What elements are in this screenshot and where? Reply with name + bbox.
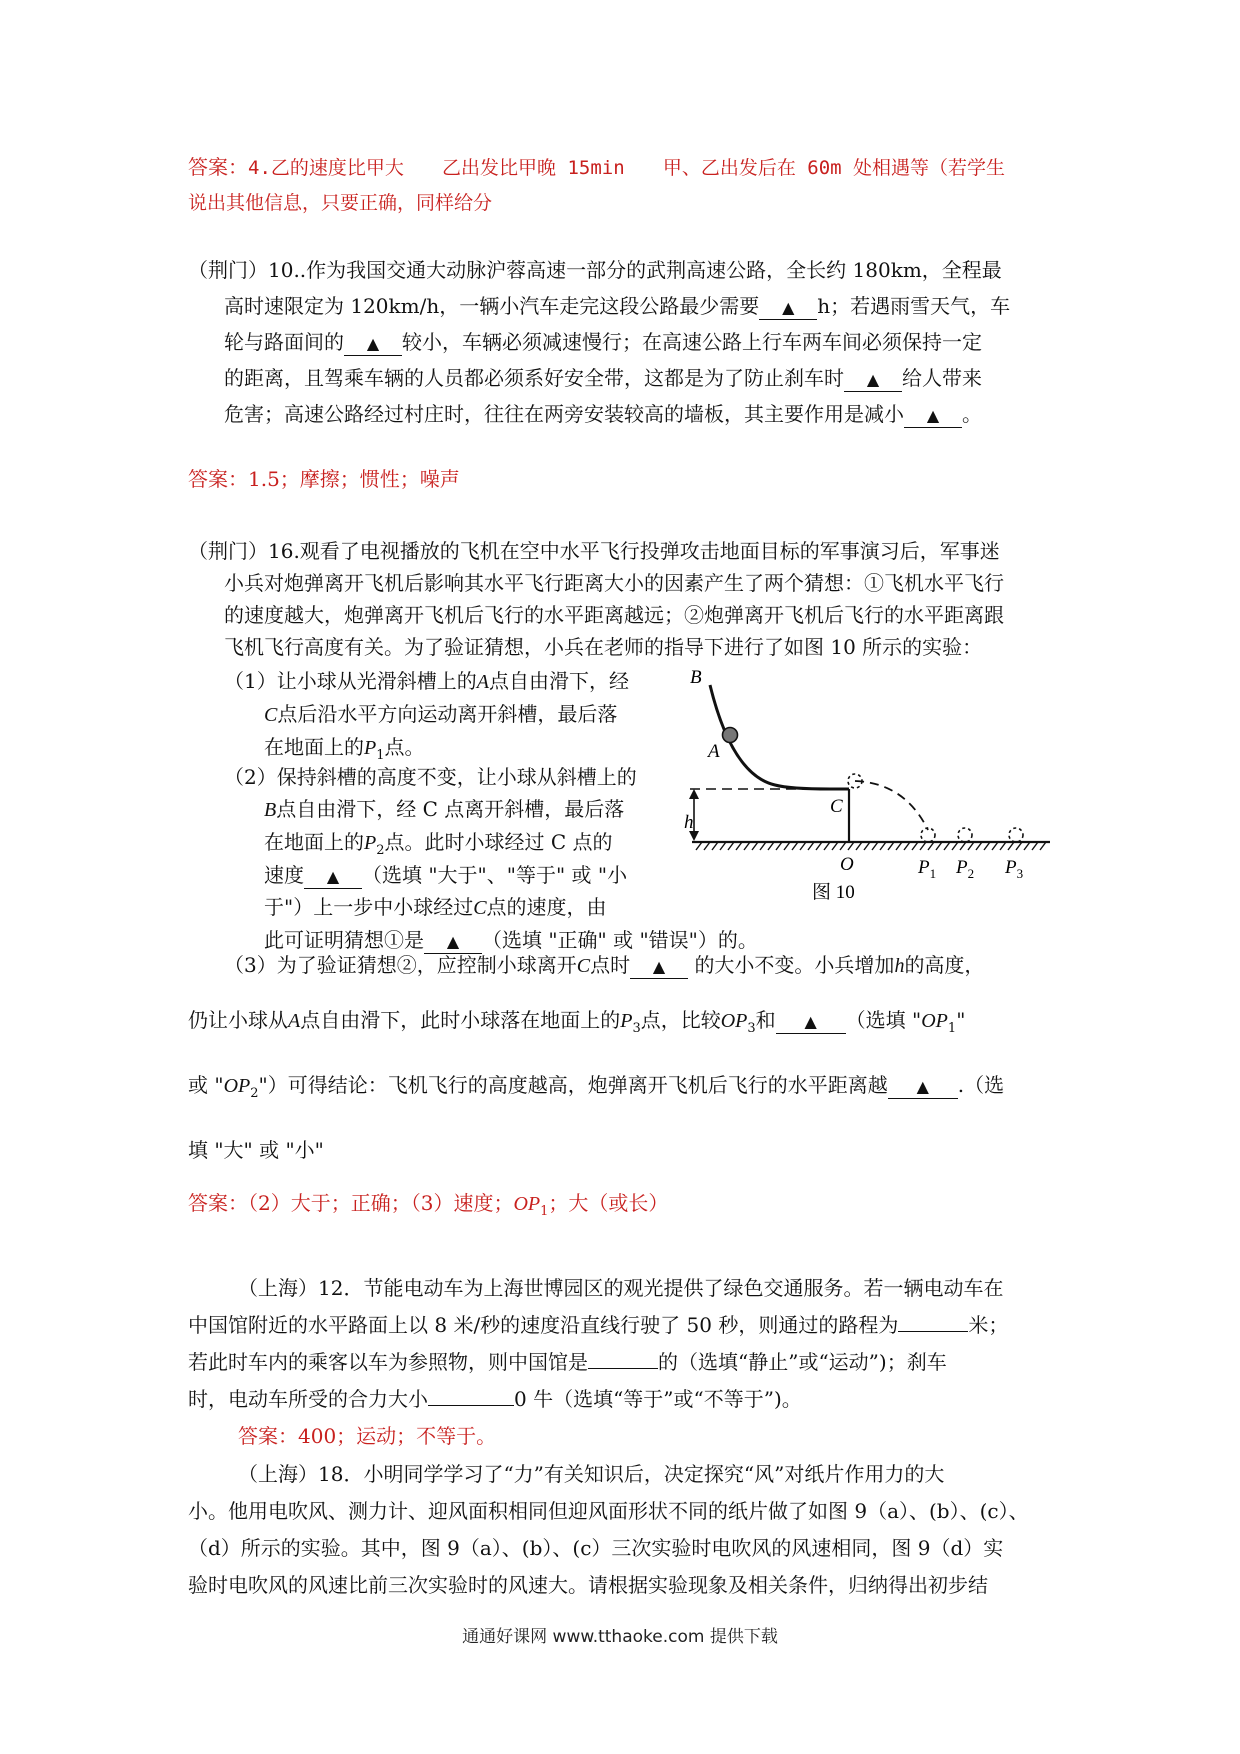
label-P3: $P_3$ <box>1005 857 1024 881</box>
answer-blank[interactable] <box>428 1405 514 1406</box>
label-h: h <box>684 812 694 833</box>
figure-10 <box>680 665 1060 905</box>
height-arrow-up-head <box>689 789 699 799</box>
question-10: （荆门）10..作为我国交通大动脉沪蓉高速一部分的武荆高速公路，全长约 180km，全程最 高时速限定为 120km/h，一辆小汽车走完这段公路最少需要 ▲ h；若遇雨雪天气，车 轮与路面间的 ▲ 较小，车辆必须减速慢行；在高速公路上行车两车间必须保持一定 的距离，且驾乘车辆的人员都必须系好安全带，这都是为了防止刹车时 ▲ 给人带来 危害；高速公路经过村庄时，往往在两旁安装较高的墙板，其主要作用是减小 ▲ 。 <box>188 258 1011 426</box>
ball-at-P1 <box>921 828 935 842</box>
answer-blank[interactable] <box>588 1368 658 1369</box>
answer-blank[interactable]: ▲ <box>344 333 402 356</box>
answer-blank[interactable]: ▲ <box>630 956 688 979</box>
answer-blank[interactable]: ▲ <box>304 866 362 889</box>
label-C: C <box>830 796 843 817</box>
answer-blank[interactable]: ▲ <box>424 931 482 954</box>
label-B: B <box>690 667 702 688</box>
answer-blank[interactable]: ▲ <box>759 297 817 320</box>
trajectory-dashed <box>855 781 928 830</box>
label-O: O <box>840 854 854 875</box>
answer-4: 答案：4.乙的速度比甲大 乙出发比甲晚 15min 甲、乙出发后在 60m 处相遇等（若学生 说出其他信息，只要正确，同样给分 <box>188 155 1006 214</box>
answer-blank[interactable] <box>898 1331 968 1332</box>
label-P2: $P_2$ <box>956 857 975 881</box>
answer-blank[interactable]: ▲ <box>888 1076 958 1099</box>
label-A: A <box>708 741 720 762</box>
answer-10: 答案：1.5；摩擦；惯性；噪声 <box>188 467 460 491</box>
question-12: （上海）12．节能电动车为上海世博园区的观光提供了绿色交通服务。若一辆电动车在 中国馆附近的水平路面上以 8 米/秒的速度沿直线行驶了 50 秒，则通过的路程为 米； 若此时车内的乘客以车为参照物，则中国馆是 的（选填“静止”或“运动”)；刹车 时，电动车所受的合力大小 0 牛（选填“等于”或“不等于”)。 答案：400；运动；不等于。 <box>188 1276 1009 1448</box>
ball-at-P3 <box>1009 828 1023 842</box>
q16-step-1: （1）让小球从光滑斜槽上的A点自由滑下，经 C点后沿水平方向运动离开斜槽，最后落 在地面上的$P_1$点。 <box>224 669 629 763</box>
question-18: （上海）18．小明同学学习了“力”有关知识后，决定探究“风”对纸片作用力的大 小。他用电吹风、测力计、迎风面积相同但迎风面形状不同的纸片做了如图 9（a）、(b）、(c）、 （d）所示的实验。其中，图 9（a）、(b）、(c）三次实验时电吹风的风速相同，图 9（d）实 验时电吹风的风速比前三次实验时的风速大。请根据实验现象及相关条件，归纳得出初步结 <box>188 1462 1029 1597</box>
answer-16: 答案：（2）大于；正确；（3）速度；$OP_1$；大（或长） <box>188 1191 669 1219</box>
answer-blank[interactable]: ▲ <box>844 369 902 392</box>
ground-hatching <box>696 842 1046 850</box>
ball-at-P2 <box>958 828 972 842</box>
q16-step-3: （3）为了验证猜想②，应控制小球离开C点时 ▲ 的大小不变。小兵增加h的高度， 仍让小球从A点自由滑下，此时小球落在地面上的$P_3$点，比较$OP_3$和 ▲ （选填 "$OP_1$" 或 "$OP_2$"）可得结论：飞机飞行的高度越高，炮弹离开飞机后飞行的水平距离越 ▲ .（选 填 "大" 或 "小" <box>188 953 1005 1162</box>
answer-blank[interactable]: ▲ <box>904 405 962 428</box>
figure-caption: 图 10 <box>812 882 855 903</box>
answer-blank[interactable]: ▲ <box>776 1011 846 1034</box>
question-16: （荆门）16.观看了电视播放的飞机在空中水平飞行投弹攻击地面目标的军事演习后，军事迷 小兵对炮弹离开飞机后影响其水平飞行距离大小的因素产生了两个猜想：①飞机水平飞行 的速度越大，炮弹离开飞机后飞行的水平距离越远；②炮弹离开飞机后飞行的水平距离跟 飞机飞行高度有关。为了验证猜想，小兵在老师的指导下进行了如图 10 所示的实验： <box>188 539 1004 659</box>
page-footer: 通通好课网 www.tthaoke.com 提供下载 <box>462 1627 778 1647</box>
q16-step-2: （2）保持斜槽的高度不变，让小球从斜槽上的 B点自由滑下，经 C 点离开斜槽，最后落 在地面上的$P_2$点。此时小球经过 C 点的 速度 ▲ （选填 "大于"、"等于" 或 "小 于"）上一步中小球经过C点的速度，由 此可证明猜想①是 ▲ （选填 "正确" 或 "错误"）的。 <box>224 765 758 952</box>
label-P1: $P_1$ <box>918 857 937 881</box>
ball-at-A <box>723 728 738 743</box>
